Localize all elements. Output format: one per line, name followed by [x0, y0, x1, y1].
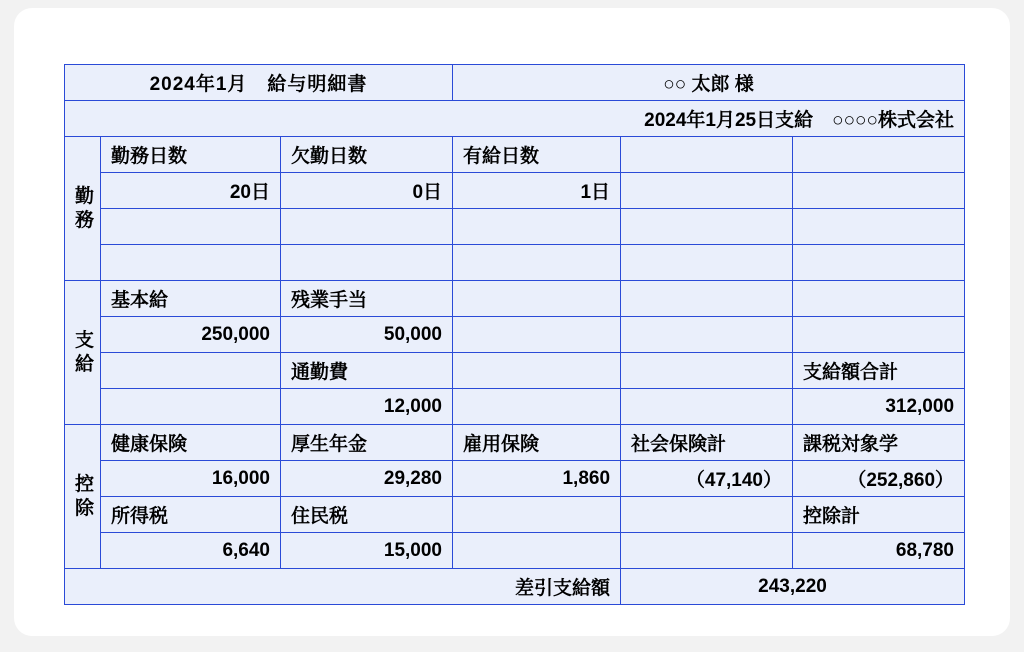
deduction2-label-3 [621, 497, 793, 533]
payment-value-2 [453, 317, 621, 353]
payment-value-4 [793, 317, 965, 353]
attendance-header-1: 欠勤日数 [281, 137, 453, 173]
deduction2-value-3 [621, 533, 793, 569]
document-card [14, 8, 1010, 636]
payment2-label-3 [621, 353, 793, 389]
deduction-label-2: 雇用保険 [453, 425, 621, 461]
category-deduction-char-1: 控 [75, 473, 96, 495]
deduction-label-1: 厚生年金 [281, 425, 453, 461]
payment-label-1: 残業手当 [281, 281, 453, 317]
net-pay-label: 差引支給額 [65, 569, 621, 605]
payment2-value-3 [621, 389, 793, 425]
category-payment [65, 281, 101, 425]
attendance-empty2-2 [453, 245, 621, 281]
deduction2-value-0: 6,640 [101, 533, 281, 569]
deduction-label-4: 課税対象学 [793, 425, 965, 461]
category-payment-char-1: 支 [75, 329, 96, 351]
payment2-value-0 [101, 389, 281, 425]
payment-value-1: 50,000 [281, 317, 453, 353]
attendance-header-2: 有給日数 [453, 137, 621, 173]
net-pay-value: 243,220 [621, 569, 965, 605]
deduction2-label-0: 所得税 [101, 497, 281, 533]
deduction-value-0: 16,000 [101, 461, 281, 497]
table-row-deduction-labels-1 [65, 425, 965, 461]
attendance-value-0: 20日 [101, 173, 281, 209]
category-deduction-char-2: 除 [75, 497, 96, 519]
category-attendance [65, 137, 101, 281]
attendance-value-1: 0日 [281, 173, 453, 209]
payment2-value-2 [453, 389, 621, 425]
category-deduction [65, 425, 101, 569]
payment2-value-1: 12,000 [281, 389, 453, 425]
table-row-attendance-values [65, 173, 965, 209]
deduction-total-value: 68,780 [793, 533, 965, 569]
payment2-label-0 [101, 353, 281, 389]
table-row-net-total [65, 569, 965, 605]
table-row-deduction-values-2 [65, 533, 965, 569]
category-attendance-char-2: 務 [75, 209, 96, 231]
payment-value-0: 250,000 [101, 317, 281, 353]
attendance-empty1-0 [101, 209, 281, 245]
payslip-table [64, 64, 965, 605]
attendance-empty1-3 [621, 209, 793, 245]
attendance-empty1-4 [793, 209, 965, 245]
table-row-payment-values-1 [65, 317, 965, 353]
attendance-empty1-2 [453, 209, 621, 245]
employee-name: ○○ 太郎 様 [453, 65, 965, 101]
attendance-empty2-4 [793, 245, 965, 281]
deduction2-label-2 [453, 497, 621, 533]
table-row-attendance-empty-2 [65, 245, 965, 281]
payment-value-3 [621, 317, 793, 353]
attendance-header-4 [793, 137, 965, 173]
table-row-attendance-headers [65, 137, 965, 173]
payment-total-value: 312,000 [793, 389, 965, 425]
payment-total-label: 支給額合計 [793, 353, 965, 389]
attendance-value-3 [621, 173, 793, 209]
attendance-header-3 [621, 137, 793, 173]
payment-label-4 [793, 281, 965, 317]
payment2-label-2 [453, 353, 621, 389]
payslip-container [64, 64, 964, 605]
payment-label-2 [453, 281, 621, 317]
deduction2-value-2 [453, 533, 621, 569]
payment-label-3 [621, 281, 793, 317]
attendance-value-2: 1日 [453, 173, 621, 209]
document-title: 2024年1月 給与明細書 [65, 65, 453, 101]
category-attendance-char-1: 勤 [75, 185, 96, 207]
attendance-empty2-3 [621, 245, 793, 281]
deduction-total-label: 控除計 [793, 497, 965, 533]
category-payment-char-2: 給 [75, 353, 96, 375]
deduction-label-0: 健康保険 [101, 425, 281, 461]
attendance-empty1-1 [281, 209, 453, 245]
deduction-value-2: 1,860 [453, 461, 621, 497]
table-row-paydate [65, 101, 965, 137]
table-row-attendance-empty-1 [65, 209, 965, 245]
table-row-title [65, 65, 965, 101]
deduction-value-4: （252,860） [793, 461, 965, 497]
deduction-value-3: （47,140） [621, 461, 793, 497]
payment-label-0: 基本給 [101, 281, 281, 317]
attendance-header-0: 勤務日数 [101, 137, 281, 173]
payment2-label-1: 通勤費 [281, 353, 453, 389]
deduction2-label-1: 住民税 [281, 497, 453, 533]
deduction-label-3: 社会保険計 [621, 425, 793, 461]
deduction-value-1: 29,280 [281, 461, 453, 497]
payment-date-company: 2024年1月25日支給 ○○○○株式会社 [65, 101, 965, 137]
table-row-payment-labels-1 [65, 281, 965, 317]
deduction2-value-1: 15,000 [281, 533, 453, 569]
table-row-payment-values-2 [65, 389, 965, 425]
table-row-deduction-values-1 [65, 461, 965, 497]
attendance-empty2-0 [101, 245, 281, 281]
attendance-empty2-1 [281, 245, 453, 281]
table-row-payment-labels-2 [65, 353, 965, 389]
attendance-value-4 [793, 173, 965, 209]
table-row-deduction-labels-2 [65, 497, 965, 533]
